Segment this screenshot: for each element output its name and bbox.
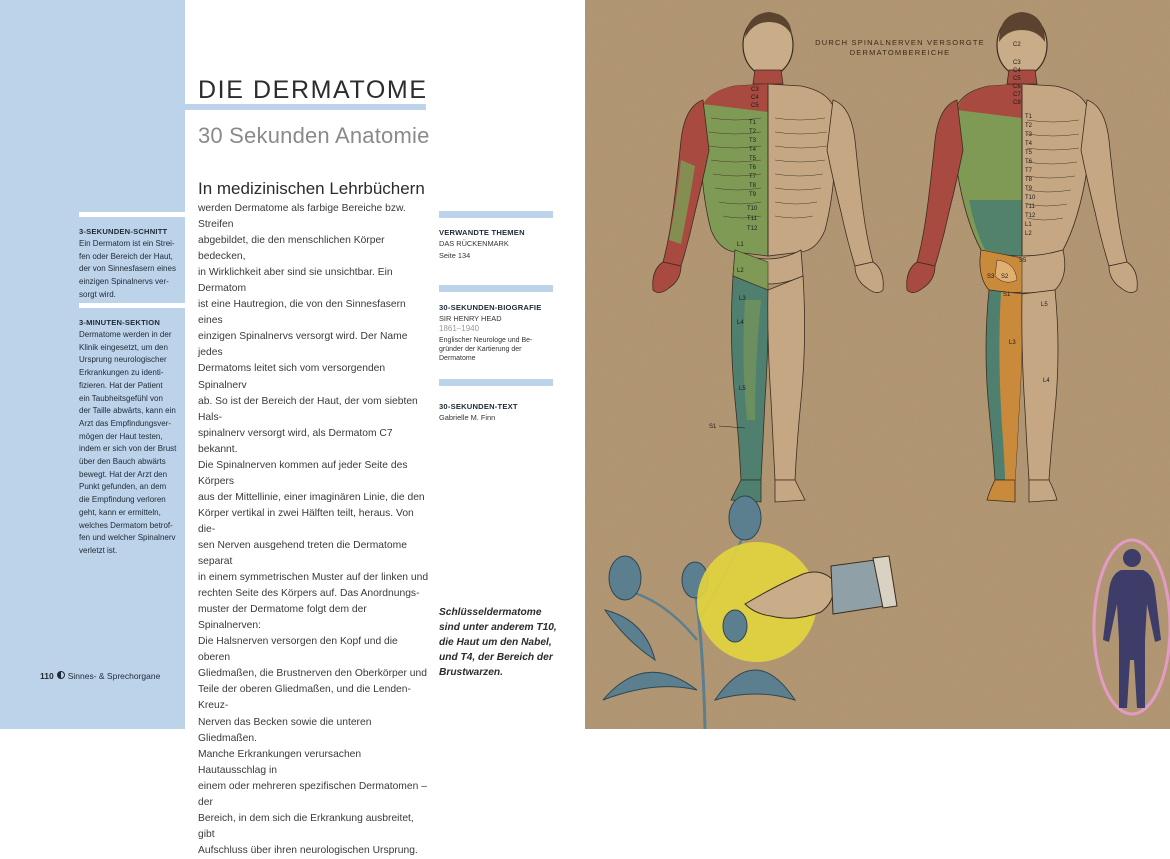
label-front-11: T9 [749,192,757,198]
text-line: bewegt. Hat der Arzt den [79,469,168,479]
label-front-14: T12 [747,226,758,232]
label-back-4: C6 [1013,84,1021,90]
text-line: Bereich, in dem sich die Erkrankung ausbreitet, gibt [198,812,414,840]
text-line: einzigen Spinalnervs versorgt wird. Der Name jedes [198,331,408,359]
text-line: Körper vertikal in zwei Hälften teilt, heraus. Von die- [198,507,414,535]
text-author: Gabrielle M. Finn [439,413,496,422]
label-back-24: S5 [1019,258,1027,264]
bio-description [439,336,551,363]
themen-page: Seite 134 [439,251,471,260]
page-subtitle: 30 Sekunden Anatomie [198,123,430,148]
text-line: der Taille abwärts, kann ein [79,406,176,416]
text-line: Punkt gefunden, an dem [79,482,167,492]
text-line: werden Dermatome als farbige Bereiche bzw. Streifen [198,203,406,231]
text-line: Ursprung neurologischer [79,355,167,365]
label-front-1: C4 [751,95,759,101]
label-back-3: C5 [1013,76,1021,82]
half-circle-icon [57,671,65,679]
label-front-6: T4 [749,147,757,153]
sektion-heading: 3-MINUTEN-SEKTION [79,318,161,327]
label-back-16: T10 [1025,195,1036,201]
label-back-18: T12 [1025,213,1036,219]
label-front-13: T11 [747,216,757,222]
label-back-11: T5 [1025,150,1033,156]
label-back-12: T6 [1025,159,1033,165]
label-back-26: L3 [1009,340,1016,346]
title-line: DURCH SPINALNERVEN VERSORGTE [815,38,985,47]
text-line: Teile der oberen Gliedmaßen, und die Lenden-Kreuz- [198,684,411,712]
sidebar [0,0,185,729]
thistle-head [729,496,761,540]
text-line: Dermatoms leitet sich vom versorgenden Spinalnerv [198,363,386,391]
label-back-22: S2 [1001,274,1009,280]
text-line: Erkrankungen zu identi- [79,368,164,378]
thistle-head [609,556,641,600]
label-front-20: S1 [709,424,717,430]
lead-text: In medizinischen Lehrbüchern [198,179,425,198]
text-line: und T4, der Bereich der [439,652,553,663]
text-line: fen oder Bereich der Haut, [79,251,173,261]
front-torso-right [768,84,835,256]
label-back-19: L1 [1025,222,1032,228]
divider [439,211,553,218]
label-back-9: T3 [1025,132,1033,138]
text-line: geht, kann er ermitteln, [79,507,161,517]
text-line: welches Dermatom betrof- [79,520,173,530]
label-front-9: T7 [749,174,757,180]
label-front-19: L5 [739,386,746,392]
text-line: ist eine Hautregion, die von den Sinnesfasern eines [198,299,406,327]
label-front-12: T10 [747,206,758,212]
text-line: einem oder mehreren spezifischen Dermatomen – der [198,780,427,808]
label-front-5: T3 [749,138,757,144]
divider [79,303,185,308]
text-line: gründer der Kartierung der [439,346,522,353]
label-back-25: L5 [1041,302,1048,308]
text-line: der von Sinnesfasern eines [79,264,176,274]
title-underline [185,104,426,110]
bio-heading: 30-SEKUNDEN-BIOGRAFIE [439,303,542,312]
text-line: über den Bauch abwärts [79,457,166,467]
text-line: rechten Seite des Körpers auf. Das Anordnungs- [198,588,420,600]
text-line: Klinik eingesetzt, um den [79,342,168,352]
illustration-title [810,38,990,58]
text-line: verletzt ist. [79,545,118,555]
text-line: fizieren. Hat der Patient [79,380,163,390]
schnitt-heading: 3-SEKUNDEN-SCHNITT [79,227,168,236]
text-line: Aufschluss über ihren neurologischen Ursprung. [198,844,418,856]
divider [439,285,553,292]
label-back-23: S1 [1003,292,1011,298]
text-line: aus der Mittellinie, einer imaginären Linie, die den [198,491,425,503]
title-line: DERMATOMBEREICHE [849,48,951,57]
text-line: Nerven das Becken sowie die unteren Gliedmaßen. [198,716,372,744]
section-name: Sinnes- & Sprechorgane [67,671,161,681]
text-line: indem er sich von der Brust [79,444,177,454]
text-line: Schlüsseldermatome [439,607,542,618]
label-front-4: T2 [749,129,757,135]
text-line: spinalnerv versorgt wird, als Dermatom C7 bekannt. [198,427,393,455]
dermatome-illustration [585,0,1170,729]
text-line: Brustwarzen. [439,667,503,678]
sektion-text [79,329,181,558]
themen-heading: VERWANDTE THEMEN [439,228,525,237]
label-back-27: L4 [1043,378,1050,384]
text-line: in Wirklichkeit aber sind sie unsichtbar. Ein Dermatom [198,267,393,295]
label-front-16: L2 [737,268,744,274]
label-back-21: S3 [987,274,995,280]
label-back-0: C2 [1013,42,1021,48]
label-front-10: T8 [749,183,757,189]
label-back-10: T4 [1025,141,1033,147]
text-line: einzigen Spinalnervs ver- [79,277,169,287]
label-front-18: L4 [737,320,744,326]
text-line: Die Halsnerven versorgen den Kopf und die oberen [198,636,398,664]
themen-topic: DAS RÜCKENMARK [439,239,509,248]
label-back-5: C7 [1013,92,1021,98]
text-line: Dermatome [439,355,476,362]
text-line: mögen der Haut testen, [79,431,163,441]
text-line: Gliedmaßen, die Brustnerven den Oberkörper und [198,668,427,680]
label-back-14: T8 [1025,177,1033,183]
text-line: Dermatome werden in der [79,330,172,339]
text-line: sind unter anderem T10, [439,622,557,633]
text-line: muster der Dermatome folgt dem der Spinalnerven: [198,604,367,632]
label-back-8: T2 [1025,123,1033,129]
divider [79,212,185,217]
bio-name: SIR HENRY HEAD [439,314,502,323]
text-line: sorgt wird. [79,289,116,299]
label-front-15: L1 [737,242,744,248]
label-back-17: T11 [1025,204,1035,210]
text-line: Arzt das Empfindungsver- [79,418,172,428]
text-line: Ein Dermatom ist ein Strei- [79,239,175,248]
body-text [198,201,430,859]
figure-caption [439,605,569,680]
text-line: Die Spinalnerven kommen auf jeder Seite des Körpers [198,459,408,487]
divider [439,379,553,386]
text-line: in einem symmetrischen Muster auf der linken und [198,572,429,584]
label-back-6: C8 [1013,100,1021,106]
label-front-0: C3 [751,87,759,93]
page-number: 110 [40,671,54,681]
text-line: die Empfindung verloren [79,495,166,505]
text-line: abgebildet, die den menschlichen Körper bedecken, [198,235,385,263]
label-back-1: C3 [1013,60,1021,66]
text-line: ab. So ist der Bereich der Haut, der vom siebten Hals- [198,395,418,423]
label-front-2: C5 [751,103,759,109]
label-front-3: T1 [749,120,757,126]
label-front-7: T5 [749,156,757,162]
label-back-7: T1 [1025,114,1033,120]
label-back-13: T7 [1025,168,1033,174]
label-back-20: L2 [1025,231,1032,237]
text-line: ein Taubheitsgefühl von [79,393,163,403]
label-back-2: C4 [1013,68,1021,74]
schnitt-text [79,238,181,302]
text-line: die Haut um den Nabel, [439,637,552,648]
label-front-8: T6 [749,165,757,171]
bio-years: 1861–1940 [439,324,480,333]
page-title: DIE DERMATOME [198,76,428,104]
text-line: Manche Erkrankungen verursachen Hautausschlag in [198,748,362,776]
text-heading: 30-SEKUNDEN-TEXT [439,402,518,411]
page-footer [40,671,160,681]
label-back-15: T9 [1025,186,1033,192]
text-line: sen Nerven ausgehend treten die Dermatome separat [198,539,407,568]
illustration-page [585,0,1170,729]
text-line: Englischer Neurologe und Be- [439,337,533,344]
text-line: fen und welcher Spinalnerv [79,533,176,543]
label-front-17: L3 [739,296,746,302]
